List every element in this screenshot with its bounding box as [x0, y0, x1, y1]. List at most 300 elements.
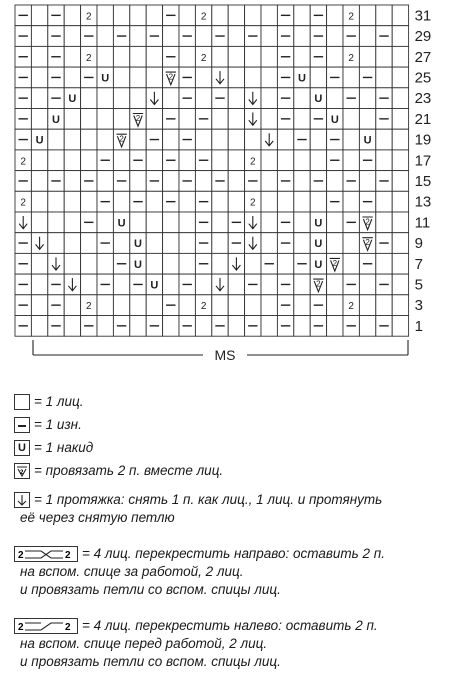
chart-cell [163, 129, 179, 150]
chart-cell [195, 253, 211, 274]
chart-cell [195, 109, 211, 130]
chart-cell [163, 253, 179, 274]
chart-cell [48, 233, 64, 254]
chart-cell [392, 274, 408, 295]
chart-cell [113, 129, 129, 150]
svg-text:2: 2 [135, 113, 141, 123]
svg-text:U: U [52, 113, 60, 126]
legend-cable-right-line2: на вспом. спице за работой, 2 лиц. [20, 564, 244, 579]
svg-text:U: U [35, 134, 44, 147]
chart-cell [195, 171, 211, 192]
chart-cell [343, 88, 359, 109]
chart-cell [81, 274, 97, 295]
chart-cell [64, 150, 80, 171]
row-label: 21 [414, 110, 432, 128]
chart-cell [228, 212, 244, 233]
chart-cell [81, 26, 97, 47]
chart-cell [48, 88, 64, 109]
svg-text:2: 2 [20, 156, 26, 168]
svg-text:2: 2 [86, 11, 92, 23]
svg-text:2: 2 [332, 258, 338, 268]
chart-cell [245, 46, 261, 67]
chart-cell [212, 212, 228, 233]
chart-cell [15, 129, 31, 150]
chart-cell [261, 316, 277, 337]
chart-cell [15, 171, 31, 192]
chart-cell [97, 5, 113, 26]
chart-cell [245, 171, 261, 192]
chart-cell [48, 253, 64, 274]
chart-cell [113, 26, 129, 47]
chart-cell [261, 26, 277, 47]
chart-cell [392, 109, 408, 130]
chart-cell [277, 233, 293, 254]
chart-cell [81, 233, 97, 254]
cable-left-symbol [14, 618, 78, 634]
chart-cell [81, 67, 97, 88]
chart-cell [113, 171, 129, 192]
chart-cell [146, 129, 162, 150]
chart-cell [146, 212, 162, 233]
chart-cell [163, 212, 179, 233]
chart-cell [113, 253, 129, 274]
row-label: 25 [414, 69, 432, 87]
chart-cell [294, 46, 310, 67]
chart-cell [327, 150, 343, 171]
chart-cell [130, 171, 146, 192]
chart-cell [294, 129, 310, 150]
chart-cell [81, 253, 97, 274]
svg-text:2: 2 [250, 156, 256, 168]
chart-cell [31, 46, 47, 67]
chart-cell [195, 150, 211, 171]
chart-cell [310, 109, 326, 130]
chart-cell [310, 88, 326, 109]
chart-cell [31, 129, 47, 150]
chart-cell [163, 274, 179, 295]
svg-text:U: U [314, 217, 323, 230]
chart-cell [113, 212, 129, 233]
chart-cell [343, 316, 359, 337]
chart-cell [163, 46, 179, 67]
chart-cell [212, 191, 228, 212]
chart-cell [179, 150, 195, 171]
chart-cell [179, 88, 195, 109]
chart-cell [359, 67, 375, 88]
chart-cell [245, 274, 261, 295]
chart-cell [15, 295, 31, 316]
chart-cell [392, 88, 408, 109]
chart-cell [343, 150, 359, 171]
chart-cell [294, 295, 310, 316]
chart-cell [294, 171, 310, 192]
chart-cell [392, 171, 408, 192]
chart-cell [277, 316, 293, 337]
chart-cell [310, 150, 326, 171]
chart-cell [277, 274, 293, 295]
chart-cell [310, 233, 326, 254]
chart-cell [179, 46, 195, 67]
chart-cell [359, 274, 375, 295]
chart-cell [146, 46, 162, 67]
chart-cell [97, 150, 113, 171]
row-label: 9 [414, 235, 423, 253]
svg-text:U: U [150, 279, 159, 292]
chart-cell [261, 171, 277, 192]
chart-cell [64, 5, 80, 26]
chart-cell [146, 109, 162, 130]
chart-cell [113, 109, 129, 130]
chart-cell [228, 171, 244, 192]
chart-cell [81, 5, 97, 26]
svg-text:2: 2 [365, 238, 370, 248]
chart-cell [376, 233, 392, 254]
chart-cell [359, 5, 375, 26]
chart-cell [359, 150, 375, 171]
chart-cell [212, 109, 228, 130]
row-label: 5 [414, 276, 423, 294]
chart-cell [310, 253, 326, 274]
chart-cell [310, 67, 326, 88]
chart-cell [212, 88, 228, 109]
chart-cell [392, 191, 408, 212]
chart-cell [327, 316, 343, 337]
chart-cell [97, 171, 113, 192]
k2tog-symbol [14, 463, 30, 479]
chart-cell [15, 233, 31, 254]
chart-cell [376, 88, 392, 109]
chart-cell [294, 191, 310, 212]
chart-cell [327, 129, 343, 150]
chart-cell [261, 253, 277, 274]
chart-cell [392, 316, 408, 337]
chart-cell [277, 109, 293, 130]
chart-cell [15, 212, 31, 233]
chart-cell [310, 316, 326, 337]
chart-cell [327, 5, 343, 26]
chart-cell [343, 212, 359, 233]
chart-cell [113, 316, 129, 337]
svg-text:2: 2 [365, 217, 370, 227]
chart-cell [97, 109, 113, 130]
row-label: 15 [414, 172, 432, 190]
chart-cell [212, 316, 228, 337]
chart-cell [130, 233, 146, 254]
chart-cell [392, 129, 408, 150]
chart-cell [245, 233, 261, 254]
chart-cell [245, 316, 261, 337]
chart-cell [130, 253, 146, 274]
chart-cell [228, 26, 244, 47]
chart-cell [392, 233, 408, 254]
chart-cell [277, 5, 293, 26]
chart-cell [163, 295, 179, 316]
chart-cell [31, 109, 47, 130]
chart-cell [359, 171, 375, 192]
chart-cell [179, 212, 195, 233]
svg-text:2: 2 [86, 52, 92, 64]
chart-cell [15, 26, 31, 47]
chart-cell [64, 212, 80, 233]
chart-cell [48, 191, 64, 212]
chart-cell [376, 274, 392, 295]
chart-cell [195, 233, 211, 254]
chart-cell [195, 191, 211, 212]
chart-cell [15, 46, 31, 67]
chart-cell [113, 274, 129, 295]
chart-cell [359, 88, 375, 109]
chart-cell [376, 253, 392, 274]
chart-cell [31, 171, 47, 192]
chart-cell [81, 129, 97, 150]
chart-cell [212, 171, 228, 192]
legend-cable-right: 2 2 = 4 лиц. перекрестить направо: оставить 2 п. [14, 546, 385, 562]
chart-cell [310, 46, 326, 67]
chart-cell [310, 212, 326, 233]
chart-cell [294, 88, 310, 109]
chart-cell [163, 5, 179, 26]
chart-cell [48, 171, 64, 192]
svg-text:2: 2 [65, 622, 71, 634]
chart-cell [343, 295, 359, 316]
chart-cell [163, 233, 179, 254]
chart-cell [179, 316, 195, 337]
chart-cell [64, 129, 80, 150]
chart-cell [130, 67, 146, 88]
chart-cell [212, 5, 228, 26]
legend-purl: = 1 изн. [14, 417, 82, 433]
chart-cell [163, 316, 179, 337]
legend-yarn-over: U = 1 накид [14, 440, 93, 456]
chart-cell [15, 5, 31, 26]
chart-cell [343, 109, 359, 130]
chart-cell [294, 233, 310, 254]
chart-cell [376, 295, 392, 316]
chart-cell [212, 129, 228, 150]
chart-cell [15, 191, 31, 212]
chart-cell [48, 46, 64, 67]
chart-cell [146, 26, 162, 47]
chart-cell [310, 5, 326, 26]
chart-cell [97, 316, 113, 337]
chart-cell [195, 46, 211, 67]
chart-cell [261, 109, 277, 130]
chart-cell [130, 316, 146, 337]
chart-cell [130, 109, 146, 130]
chart-cell [277, 171, 293, 192]
chart-cell [146, 88, 162, 109]
chart-cell [343, 26, 359, 47]
repeat-label: MS [214, 347, 236, 363]
chart-cell [294, 212, 310, 233]
chart-cell [64, 109, 80, 130]
knit-symbol [14, 394, 30, 410]
chart-cell [294, 150, 310, 171]
chart-cell [130, 150, 146, 171]
chart-cell [146, 67, 162, 88]
svg-text:U: U [117, 217, 126, 230]
chart-cell [228, 67, 244, 88]
chart-cell [81, 150, 97, 171]
chart-grid [15, 5, 409, 336]
chart-cell [64, 46, 80, 67]
legend-cable-left: 2 2 = 4 лиц. перекрестить налево: оставить 2 п. [14, 618, 378, 634]
chart-cell [195, 5, 211, 26]
chart-cell [81, 109, 97, 130]
chart-cell [31, 233, 47, 254]
chart-cell [48, 274, 64, 295]
chart-cell [81, 46, 97, 67]
chart-cell [179, 253, 195, 274]
chart-cell [245, 212, 261, 233]
chart-cell [245, 295, 261, 316]
chart-cell [31, 316, 47, 337]
chart-cell [294, 67, 310, 88]
chart-cell [245, 191, 261, 212]
chart-cell [31, 150, 47, 171]
chart-cell [97, 274, 113, 295]
chart-cell [31, 253, 47, 274]
chart-cell [294, 26, 310, 47]
chart-cell [277, 26, 293, 47]
chart-cell [130, 46, 146, 67]
row-label: 17 [414, 152, 432, 170]
chart-cell [277, 129, 293, 150]
legend-cable-right-line3: и провязать петли со вспом. спицы лиц. [20, 582, 281, 597]
chart-cell [327, 171, 343, 192]
chart-cell [343, 191, 359, 212]
chart-cell [179, 233, 195, 254]
chart-cell [97, 26, 113, 47]
chart-cell [163, 191, 179, 212]
chart-cell [163, 171, 179, 192]
chart-cell [327, 191, 343, 212]
svg-text:2: 2 [316, 279, 321, 289]
chart-cell [163, 67, 179, 88]
chart-cell [31, 295, 47, 316]
chart-cell [31, 26, 47, 47]
row-label: 23 [414, 90, 432, 108]
chart-cell [113, 191, 129, 212]
chart-cell [261, 46, 277, 67]
chart-cell [327, 274, 343, 295]
chart-cell [64, 67, 80, 88]
chart-cell [113, 88, 129, 109]
chart-cell [376, 212, 392, 233]
chart-cell [310, 129, 326, 150]
chart-cell [81, 316, 97, 337]
chart-cell [163, 109, 179, 130]
chart-cell [97, 129, 113, 150]
chart-cell [113, 46, 129, 67]
chart-cell [359, 109, 375, 130]
chart-cell [146, 150, 162, 171]
chart-cell [163, 26, 179, 47]
chart-cell [327, 46, 343, 67]
chart-cell [81, 295, 97, 316]
row-label: 27 [414, 48, 432, 66]
chart-cell [195, 129, 211, 150]
chart-cell [31, 5, 47, 26]
chart-cell [15, 88, 31, 109]
chart-cell [195, 316, 211, 337]
chart-cell [163, 150, 179, 171]
row-label: 11 [414, 214, 431, 232]
row-labels [415, 7, 432, 335]
chart-cell [376, 191, 392, 212]
chart-cell [376, 109, 392, 130]
chart-cell [97, 46, 113, 67]
chart-cell [146, 233, 162, 254]
chart-cell [179, 5, 195, 26]
chart-cell [179, 274, 195, 295]
row-label: 1 [414, 317, 423, 335]
chart-cell [48, 5, 64, 26]
chart-cell [359, 212, 375, 233]
svg-text:2: 2 [200, 52, 207, 64]
chart-cell [195, 88, 211, 109]
chart-cell [359, 26, 375, 47]
chart-cell [113, 67, 129, 88]
chart-cell [245, 129, 261, 150]
chart-cell [359, 233, 375, 254]
legend-knit: = 1 лиц. [14, 394, 84, 410]
chart-cell [277, 150, 293, 171]
svg-text:U: U [101, 72, 110, 85]
chart-cell [327, 233, 343, 254]
chart-cell [228, 191, 244, 212]
svg-text:2: 2 [168, 72, 174, 82]
svg-text:2: 2 [20, 197, 26, 209]
chart-cell [130, 295, 146, 316]
svg-text:U: U [314, 238, 323, 251]
chart-cell [64, 274, 80, 295]
chart-cell [228, 109, 244, 130]
chart-cell [195, 274, 211, 295]
chart-cell [64, 233, 80, 254]
chart-cell [392, 5, 408, 26]
chart-cell [261, 274, 277, 295]
chart-cell [212, 274, 228, 295]
chart-cell [15, 253, 31, 274]
chart-cell [179, 191, 195, 212]
chart-cell [212, 150, 228, 171]
chart-cell [261, 212, 277, 233]
chart-cell [130, 274, 146, 295]
chart-cell [81, 171, 97, 192]
chart-cell [48, 67, 64, 88]
chart-cell [113, 150, 129, 171]
chart-cell [228, 233, 244, 254]
chart-cell [261, 191, 277, 212]
svg-text:2: 2 [200, 301, 207, 313]
chart-cell [97, 253, 113, 274]
svg-text:2: 2 [86, 301, 92, 313]
chart-cell [64, 253, 80, 274]
chart-cell [359, 253, 375, 274]
chart-cell [277, 88, 293, 109]
chart-cell [343, 129, 359, 150]
chart-cell [392, 67, 408, 88]
chart-cell [327, 67, 343, 88]
legend-ssk: = 1 протяжка: снять 1 п. как лиц., 1 лиц. и протянуть [14, 492, 382, 508]
svg-text:2: 2 [18, 550, 24, 562]
chart-cell [376, 5, 392, 26]
row-label: 19 [414, 131, 432, 149]
chart-cell [113, 233, 129, 254]
legend-k2tog: 2 = провязать 2 п. вместе лиц. [14, 463, 223, 479]
chart-cell [343, 274, 359, 295]
